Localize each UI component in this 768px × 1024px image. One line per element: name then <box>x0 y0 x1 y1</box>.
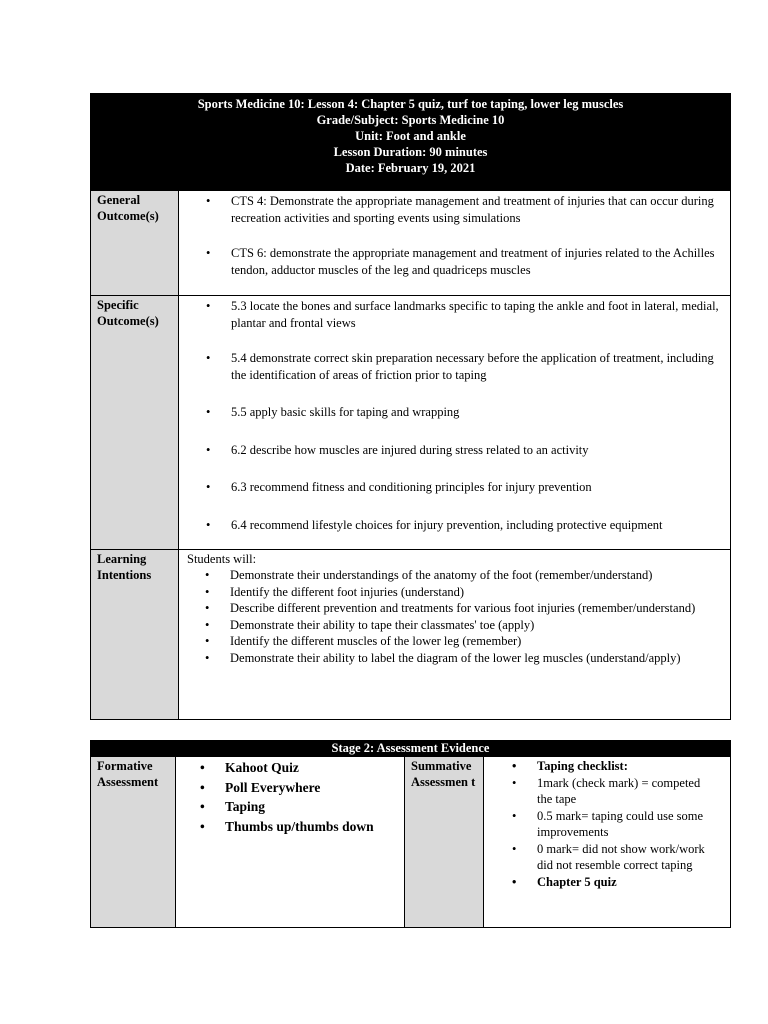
formative-item: • Thumbs up/thumbs down <box>176 817 396 837</box>
learning-intentions-label: Learning Intentions <box>91 550 179 720</box>
lesson-header-row <box>91 94 731 191</box>
summative-item: • 0 mark= did not show work/work did not resemble correct taping <box>484 841 718 874</box>
formative-item: • Taping <box>176 797 396 817</box>
specific-outcome-item: • 5.5 apply basic skills for taping and wrapping <box>185 404 722 421</box>
general-outcomes-row <box>91 191 731 296</box>
learning-intention-item: • Demonstrate their understandings of the anatomy of the foot (remember/understand) <box>185 567 722 584</box>
formative-assessment-content <box>176 757 405 928</box>
lesson-duration: Lesson Duration: 90 minutes <box>333 145 488 159</box>
summative-item: • 0.5 mark= taping could use some improvements <box>484 808 718 841</box>
learning-intention-item: • Demonstrate their ability to tape their classmates' toe (apply) <box>185 617 722 634</box>
summative-item: • Chapter 5 quiz <box>484 874 718 891</box>
specific-outcome-item: • 6.3 recommend fitness and conditioning principles for injury prevention <box>185 479 722 496</box>
assessment-row <box>91 757 731 928</box>
learning-intention-item: • Identify the different foot injuries (understand) <box>185 584 722 601</box>
learning-intention-item: • Demonstrate their ability to label the diagram of the lower leg muscles (understand/apply) <box>185 650 722 667</box>
lesson-date: Date: February 19, 2021 <box>345 161 476 175</box>
learning-intention-item: • Identify the different muscles of the lower leg (remember) <box>185 633 722 650</box>
lesson-plan-table <box>90 93 731 720</box>
general-outcomes-label: General Outcome(s) <box>91 191 179 296</box>
assessment-header-row <box>91 741 731 757</box>
learning-intention-item: • Describe different prevention and treatments for various foot injuries (remember/understand) <box>185 600 722 617</box>
grade-subject: Grade/Subject: Sports Medicine 10 <box>316 113 505 127</box>
specific-outcome-item: • 6.2 describe how muscles are injured during stress related to an activity <box>185 442 722 459</box>
general-outcome-item: • CTS 4: Demonstrate the appropriate management and treatment of injuries that can occur during recreation activities and sporting events using simulations <box>185 193 722 226</box>
formative-item: • Kahoot Quiz <box>176 758 396 778</box>
assessment-header: Stage 2: Assessment Evidence <box>91 741 731 757</box>
unit: Unit: Foot and ankle <box>355 129 466 143</box>
summative-item: • Taping checklist: <box>484 758 718 775</box>
formative-assessment-label: Formative Assessment <box>91 757 176 928</box>
general-outcome-item: • CTS 6: demonstrate the appropriate management and treatment of injuries related to the Achilles tendon, adductor muscles of the leg and quadriceps muscles <box>185 245 722 278</box>
specific-outcome-item: • 6.4 recommend lifestyle choices for injury prevention, including protective equipment <box>185 517 722 534</box>
learning-intentions-content <box>179 550 731 720</box>
general-outcomes-content <box>179 191 731 296</box>
specific-outcomes-row <box>91 296 731 550</box>
lesson-title: Sports Medicine 10: Lesson 4: Chapter 5 quiz, turf toe taping, lower leg muscles <box>197 97 624 111</box>
specific-outcome-item: • 5.4 demonstrate correct skin preparation necessary before the application of treatment, including the identification of areas of friction prior to taping <box>185 350 722 383</box>
summative-assessment-content <box>484 757 731 928</box>
specific-outcomes-content <box>179 296 731 550</box>
assessment-table <box>90 740 731 928</box>
specific-outcomes-label: Specific Outcome(s) <box>91 296 179 550</box>
learning-intentions-row <box>91 550 731 720</box>
formative-item: • Poll Everywhere <box>176 778 396 798</box>
summative-item: • 1mark (check mark) = competed the tape <box>484 775 718 808</box>
lesson-header <box>91 94 731 191</box>
summative-assessment-label: Summative Assessmen t <box>405 757 484 928</box>
learning-intentions-intro: Students will: <box>187 552 257 566</box>
specific-outcome-item: • 5.3 locate the bones and surface landmarks specific to taping the ankle and foot in lateral, medial, plantar and frontal views <box>185 298 722 331</box>
